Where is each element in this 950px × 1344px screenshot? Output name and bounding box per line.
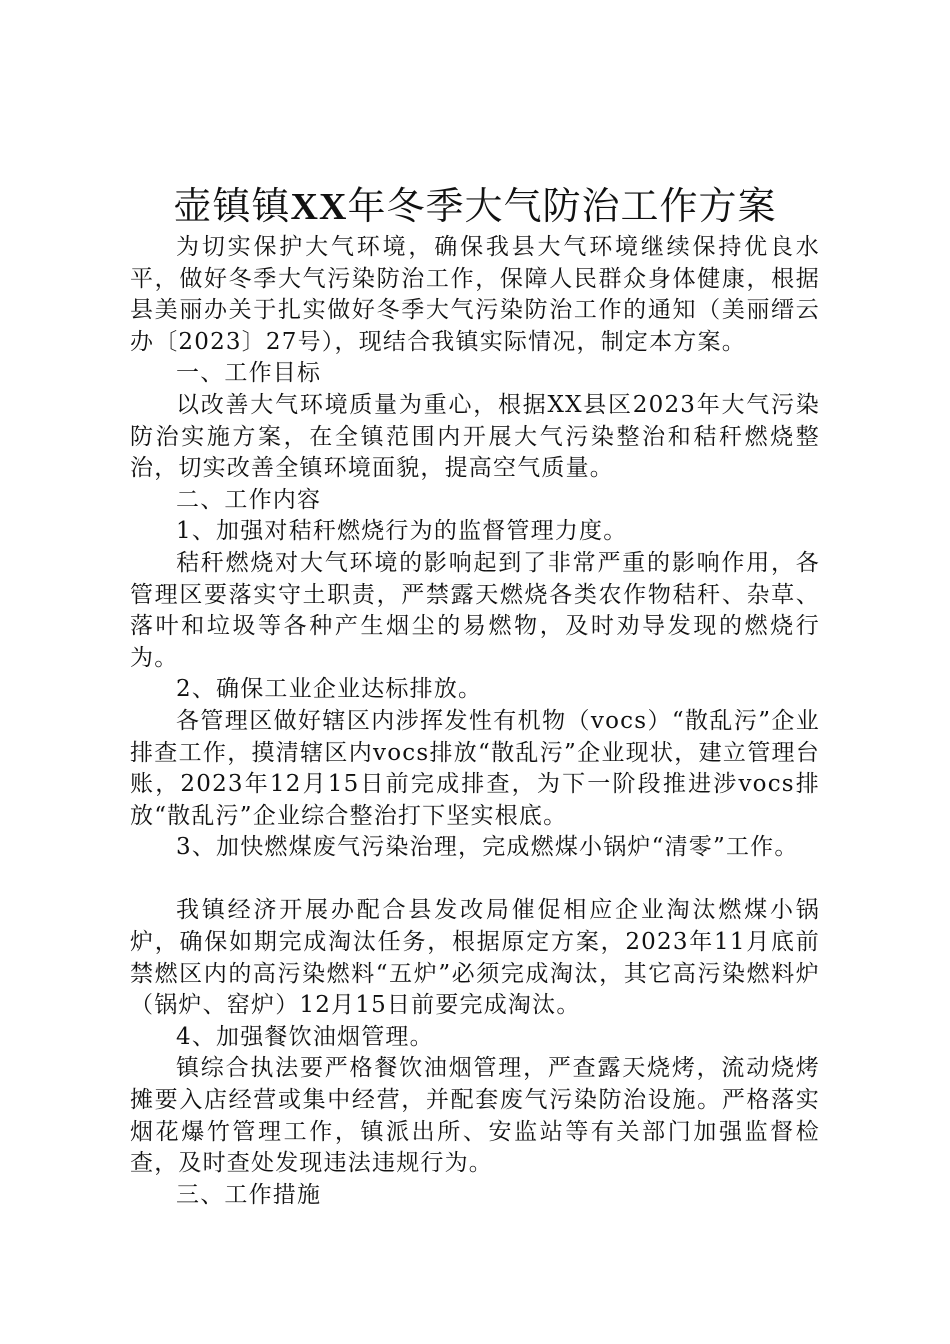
section-heading-goals: 一、工作目标	[176, 360, 322, 387]
section-heading-content: 二、工作内容	[176, 486, 322, 513]
title-prefix: 壶镇镇	[173, 184, 291, 228]
item-heading-3: 3、加快燃煤废气污染治理，完成燃煤小锅炉“清零”工作。	[176, 834, 799, 861]
paragraph-item-4: 镇综合执法要严格餐饮油烟管理，严查露天烧烤，流动烧烤摊要入店经营或集中经营，并配套废气污染防治设施。严格落实烟花爆竹管理工作，镇派出所、安监站等有关部门加强监督检查，及时查处发现违法违规行为。	[130, 1055, 820, 1177]
title-bold: XX	[290, 186, 348, 228]
paragraph-goals: 以改善大气环境质量为重心，根据XX县区2023年大气污染防治实施方案，在全镇范围内开展大气污染整治和秸秆燃烧整治，切实改善全镇环境面貌，提高空气质量。	[130, 391, 820, 482]
document-title	[0, 180, 950, 233]
title-suffix: 年冬季大气防治工作方案	[347, 184, 777, 228]
document-body	[130, 232, 820, 1211]
item-heading-2: 2、确保工业企业达标排放。	[176, 676, 483, 703]
item-heading-1: 1、加强对秸秆燃烧行为的监督管理力度。	[176, 518, 628, 545]
section-heading-measures: 三、工作措施	[176, 1181, 322, 1208]
paragraph-item-2: 各管理区做好辖区内涉挥发性有机物（vocs）“散乱污”企业排查工作，摸清辖区内vocs排放“散乱污”企业现状，建立管理台账，2023年12月15日前完成排查，为下一阶段推进涉vocs排放“散乱污”企业综合整治打下坚实根底。	[130, 707, 820, 829]
item-heading-4: 4、加强餐饮油烟管理。	[176, 1023, 434, 1050]
paragraph-intro: 为切实保护大气环境，确保我县大气环境继续保持优良水平，做好冬季大气污染防治工作，保障人民群众身体健康，根据县美丽办关于扎实做好冬季大气污染防治工作的通知（美丽缙云办〔2023〕27号），现结合我镇实际情况，制定本方案。	[130, 234, 820, 355]
paragraph-item-1: 秸秆燃烧对大气环境的影响起到了非常严重的影响作用，各管理区要落实守土职责，严禁露天燃烧各类农作物秸秆、杂草、落叶和垃圾等各种产生烟尘的易燃物，及时劝导发现的燃烧行为。	[130, 549, 820, 671]
paragraph-item-3: 我镇经济开展办配合县发改局催促相应企业淘汰燃煤小锅炉，确保如期完成淘汰任务，根据原定方案，2023年11月底前禁燃区内的高污染燃料“五炉”必须完成淘汰，其它高污染燃料炉（锅炉、窑炉）12月15日前要完成淘汰。	[130, 897, 820, 1019]
